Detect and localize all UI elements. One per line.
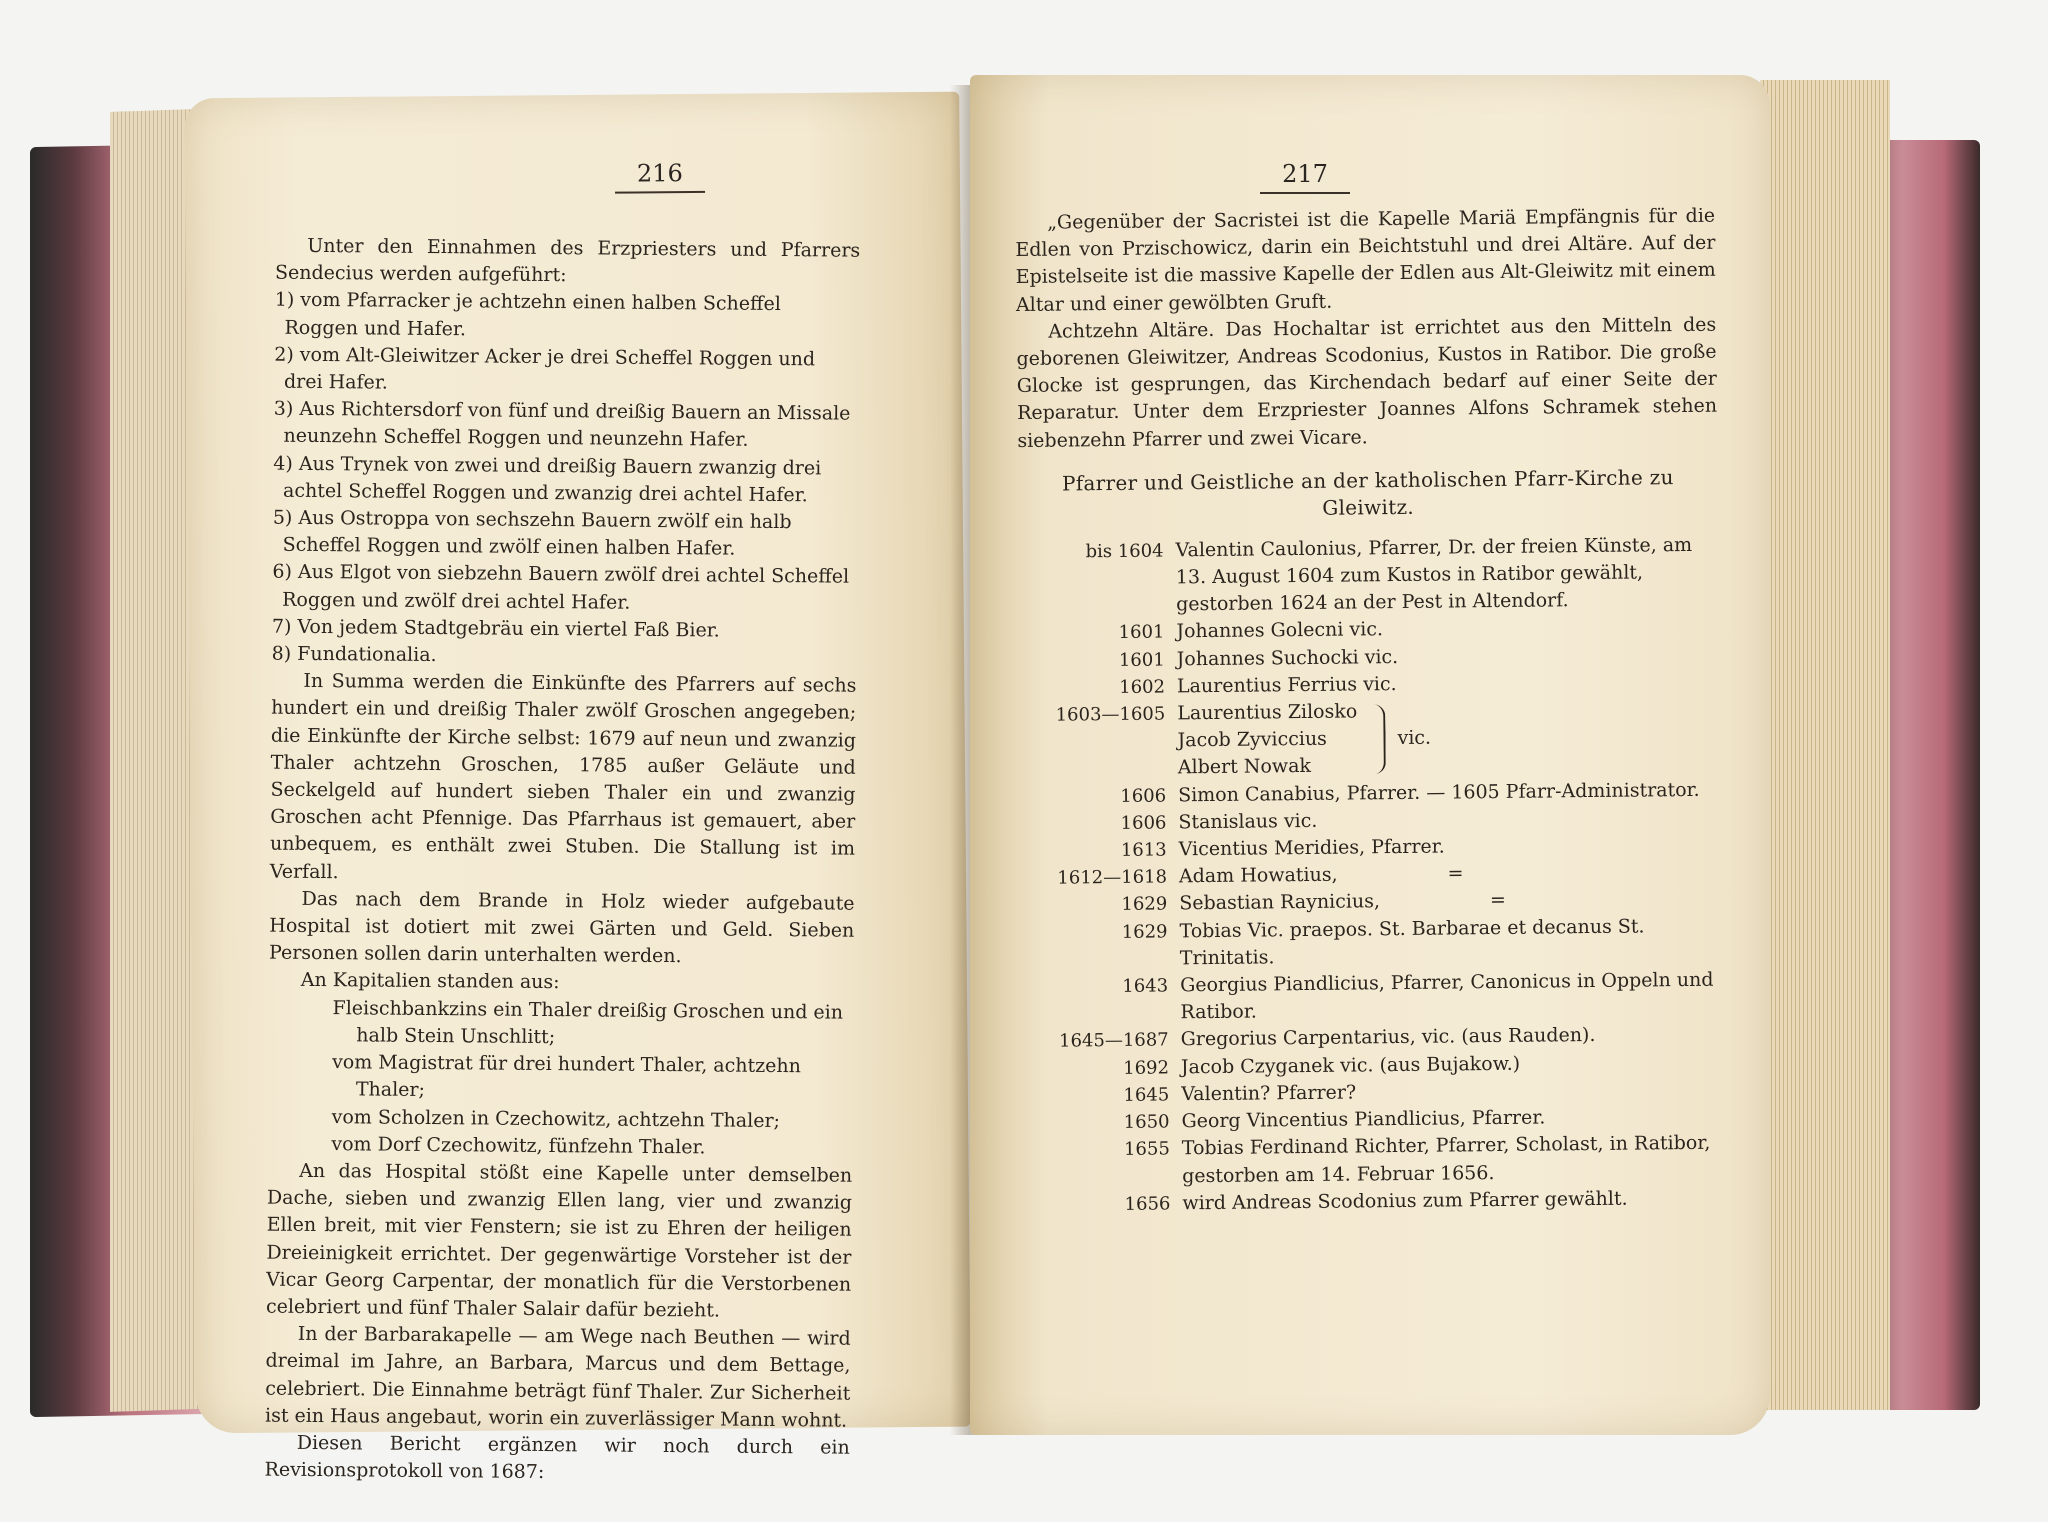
left-page-text [264, 233, 860, 1489]
entry-text: Tobias Ferdinand Richter, Pfarrer, Scholast, in Ratibor, gestorben am 14. Februar 1656. [1181, 1132, 1711, 1187]
entry-year: 1601 [1118, 649, 1165, 671]
ditto-mark: = [1447, 862, 1464, 885]
table-row [1035, 1184, 1725, 1218]
entry-year: 1645 [1123, 1084, 1170, 1106]
intro-paragraph: Unter den Einnahmen des Erzpriesters und Pfarrers Sendecius werden aufgeführt: [274, 234, 861, 287]
entry-text: Valentin? Pfarrer? [1181, 1081, 1357, 1106]
table-row [1033, 967, 1724, 1029]
paragraph-hospital: Das nach dem Brande in Holz wieder aufgebaute Hospital ist dotiert mit zwei Gärten und Geld. Sieben Personen sollen darin unterhalten werden. [268, 887, 855, 968]
entry-name: Adam Howatius, [1178, 863, 1338, 888]
income-item: 6) Aus Elgot von siebzehn Bauern zwölf drei achtel Scheffel Roggen und zwölf drei achtel Hafer. [272, 561, 850, 614]
clergy-table [1028, 531, 1725, 1218]
paragraph-summa: In Summa werden die Einkünfte des Pfarrers auf sechs hundert ein und dreißig Thaler zwölf Groschen angegeben; die Einkünfte der Kirche selbst: 1679 auf neun und zwanzig Thaler achtzehn Groschen, 1785 außer Geläute und Seckelgeld auf hundert sieben Thaler ein und zwanzig Groschen acht Pfennige. Das Pfarrhaus ist gemauert, aber unbequem, es enthält zwei Stuben. Die Stallung ist im Verfall. [269, 670, 857, 883]
page-number-right: 217 [1260, 160, 1350, 194]
entry-text: Tobias Vic. praepos. St. Barbarae et decanus St. Trinitatis. [1179, 915, 1645, 970]
entry-year: 1606 [1120, 812, 1167, 834]
section-heading: Pfarrer und Geistliche an der katholischen Pfarr-Kirche zu Gleiwitz. [1061, 464, 1674, 520]
entry-year: 1612—1618 [1057, 866, 1168, 889]
entry-year: 1650 [1123, 1111, 1170, 1134]
income-item: 8) Fundationalia. [271, 642, 437, 667]
entry-year: 1643 [1122, 975, 1169, 997]
entry-text: wird Andreas Scodonius zum Pfarrer gewählt. [1182, 1187, 1628, 1215]
capital-item: Fleischbankzins ein Thaler dreißig Groschen und ein halb Stein Unschlitt; [332, 996, 844, 1048]
left-page [184, 92, 971, 1484]
entry-year: 1613 [1120, 839, 1167, 861]
paragraph-sacristei: „Gegenüber der Sacristei ist die Kapelle Mariä Empfängnis für die Edlen von Przischowicz, darin ein Beichtstuhl und drei Altäre. Auf der Epistelseite ist die massive Kapelle der Edlen aus Alt-Gleiwitz mit einem Altar und einer gewölbten Gruft. [1015, 204, 1716, 316]
income-item: 4) Aus Trynek von zwei und dreißig Bauern zwanzig drei achtel Scheffel Roggen und zwanzig drei achtel Hafer. [273, 452, 822, 507]
income-item: 7) Von jedem Stadtgebräu ein viertel Faß Bier. [271, 615, 720, 642]
table-row [1032, 912, 1723, 974]
entry-text: Georgius Piandlicius, Pfarrer, Canonicus in Oppeln und Ratibor. [1180, 968, 1714, 1024]
income-item: 2) vom Alt-Gleiwitzer Acker je drei Scheffel Roggen und drei Hafer. [274, 343, 816, 394]
table-row [1035, 1130, 1726, 1192]
entry-text: Albert Nowak [1177, 755, 1312, 779]
paragraph-kapelle: An das Hospital stößt eine Kapelle unter demselben Dache, sieben und zwanzig Ellen lang, vier und zwanzig Ellen breit, mit vier Fenstern; sie ist zu Ehren der heiligen Dreieinigkeit errichtet. Der gegenwärtige Vorsteher ist der Vicar Georg Carpentar, der monatlich für die Verstorbenen celebriert und fünf Thaler Salair dafür bezieht. [265, 1159, 853, 1322]
brace-label: vic. [1397, 726, 1432, 750]
entry-year: 1692 [1123, 1057, 1170, 1079]
curly-brace [1369, 704, 1386, 774]
income-item: 5) Aus Ostroppa von sechszehn Bauern zwölf ein halb Scheffel Roggen und zwölf einen halben Hafer. [272, 506, 792, 560]
entry-year: 1629 [1121, 893, 1168, 916]
brace-group [1177, 698, 1431, 782]
paragraph-kapitalien: An Kapitalien standen aus: [300, 969, 560, 994]
page-stack-right [1760, 80, 1890, 1410]
entry-text: Johannes Suchocki vic. [1176, 645, 1399, 670]
entry-text: Jacob Czyganek vic. (aus Bujakow.) [1180, 1052, 1521, 1078]
right-page [970, 75, 1770, 1435]
brace-names [1177, 698, 1358, 781]
entry-year: bis 1604 [1085, 540, 1164, 563]
entry-year: 1645—1687 [1058, 1029, 1169, 1053]
capital-item: vom Magistrat für drei hundert Thaler, achtzehn Thaler; [332, 1051, 802, 1102]
capital-item: vom Scholzen in Czechowitz, achtzehn Thaler; [331, 1105, 781, 1132]
right-page-text [1015, 203, 1726, 1219]
entry-year: 1601 [1118, 621, 1165, 644]
entry-text: Stanislaus vic. [1178, 809, 1318, 834]
ditto-mark: = [1489, 889, 1506, 912]
entry-text: Laurentius Zilosko [1177, 700, 1358, 725]
entry-text: Simon Canabius, Pfarrer. — 1605 Pfarr-Administrator. [1178, 778, 1700, 806]
table-row [1028, 531, 1719, 620]
entry-name: Sebastian Raynicius, [1179, 890, 1381, 915]
entry-year: 1606 [1120, 785, 1167, 807]
entry-text: Vicentius Meridies, Pfarrer. [1178, 835, 1445, 861]
paragraph-revision: Diesen Bericht ergänzen wir noch durch ein Revisionsprotokoll von 1687: [264, 1431, 850, 1484]
income-item: 1) vom Pfarracker je achtzehn einen halben Scheffel Roggen und Hafer. [274, 289, 781, 340]
entry-year: 1656 [1124, 1193, 1171, 1215]
entry-year: 1629 [1121, 921, 1168, 943]
entry-year: 1602 [1119, 676, 1166, 698]
capital-list [331, 995, 853, 1163]
entry-year: 1655 [1123, 1138, 1170, 1161]
entry-text: Valentin Caulonius, Pfarrer, Dr. der freien Künste, am 13. August 1604 zum Kustos in Ratibor gewählt, gestorben 1624 an der Pest in Altendorf. [1175, 533, 1693, 616]
entry-text: Johannes Golecni vic. [1176, 618, 1384, 643]
entry-text: Georg Vincentius Piandlicius, Pfarrer. [1181, 1106, 1546, 1133]
entry-text: Laurentius Ferrius vic. [1176, 672, 1397, 698]
entry-text: Gregorius Carpentarius, vic. (aus Rauden). [1180, 1024, 1596, 1051]
paragraph-barbarakapelle: In der Barbarakapelle — am Wege nach Beuthen — wird dreimal im Jahre, an Barbara, Marcus und dem Bettage, celebriert. Die Einnahme beträgt fünf Thaler. Zur Sicherheit ist ein Haus angebaut, worin ein zuverlässiger Mann wohnt. [264, 1322, 851, 1432]
entry-text: Jacob Zyviccius [1177, 728, 1328, 752]
income-item: 3) Aus Richtersdorf von fünf und dreißig Bauern an Missale neunzehn Scheffel Roggen und neunzehn Hafer. [273, 397, 851, 452]
paragraph-altaere: Achtzehn Altäre. Das Hochaltar ist errichtet aus den Mitteln des geborenen Gleiwitzer, Andreas Scodonius, Kustos in Ratibor. Die große Glocke ist gesprungen, das Kirchendach bedarf auf einer Seite der Reparatur. Unter dem Erzpriester Joannes Alfons Schramek stehen siebenzehn Pfarrer und zwei Vicare. [1016, 313, 1718, 452]
entry-year: 1603—1605 [1055, 703, 1166, 726]
page-number-left: 216 [615, 159, 705, 194]
capital-item: vom Dorf Czechowitz, fünfzehn Thaler. [331, 1132, 706, 1159]
table-row-brace [1030, 695, 1721, 784]
